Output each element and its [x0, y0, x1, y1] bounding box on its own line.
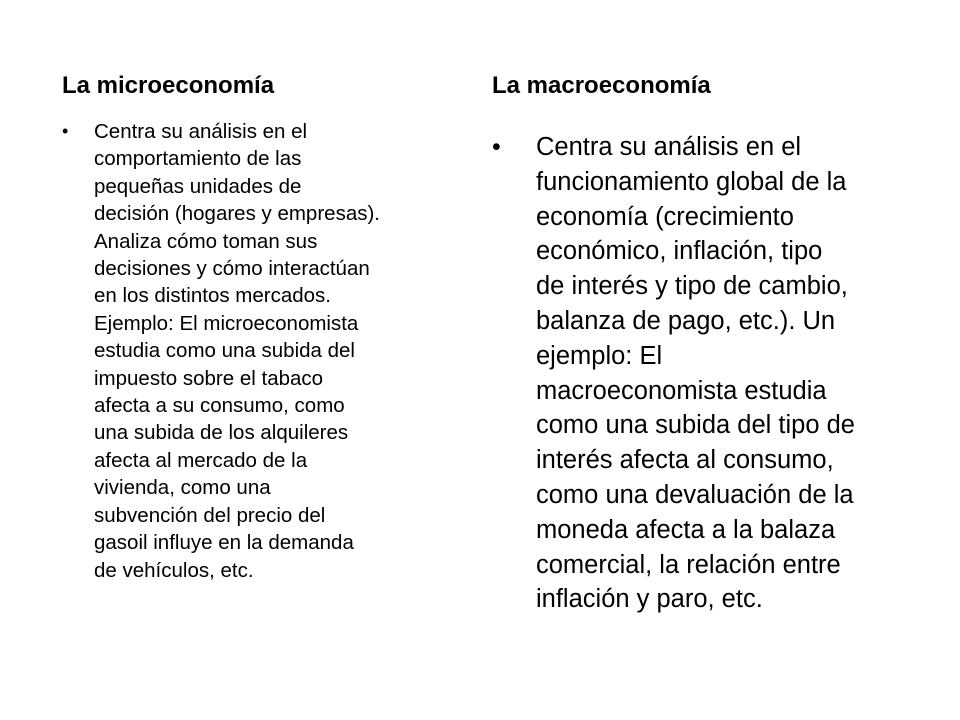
macroeconomia-bullet-item [492, 130, 922, 617]
macroeconomia-description: Centra su análisis en el funcionamiento global de la economía (crecimiento económico, inflación, tipo de interés y tipo de cambio, balanza de pago, etc.). Un ejemplo: El macroeconomista estudia como una subida del tipo de interés afecta al consumo, como una devaluación de la moneda afecta a la balaza comercial, la relación entre inflación y paro, etc. [536, 133, 855, 614]
macroeconomia-heading: La macroeconomía [492, 72, 711, 99]
microeconomia-heading: La microeconomía [62, 72, 275, 99]
bullet-icon: • [492, 133, 501, 161]
microeconomia-column [62, 118, 462, 584]
macroeconomia-column [492, 130, 922, 617]
bullet-icon: • [62, 121, 69, 141]
microeconomia-description: Centra su análisis en el comportamiento de las pequeñas unidades de decisión (hogares y empresas). Analiza cómo toman sus decisiones y cómo interactúan en los distintos mercados. Ejemplo: El microeconomista estudia como una subida del impuesto sobre el tabaco afecta a su consumo, como una subida de los alquileres afecta al mercado de la vivienda, como una subvención del precio del gasoil influye en la demanda de vehículos, etc. [94, 120, 380, 582]
microeconomia-bullet-item [62, 118, 462, 584]
